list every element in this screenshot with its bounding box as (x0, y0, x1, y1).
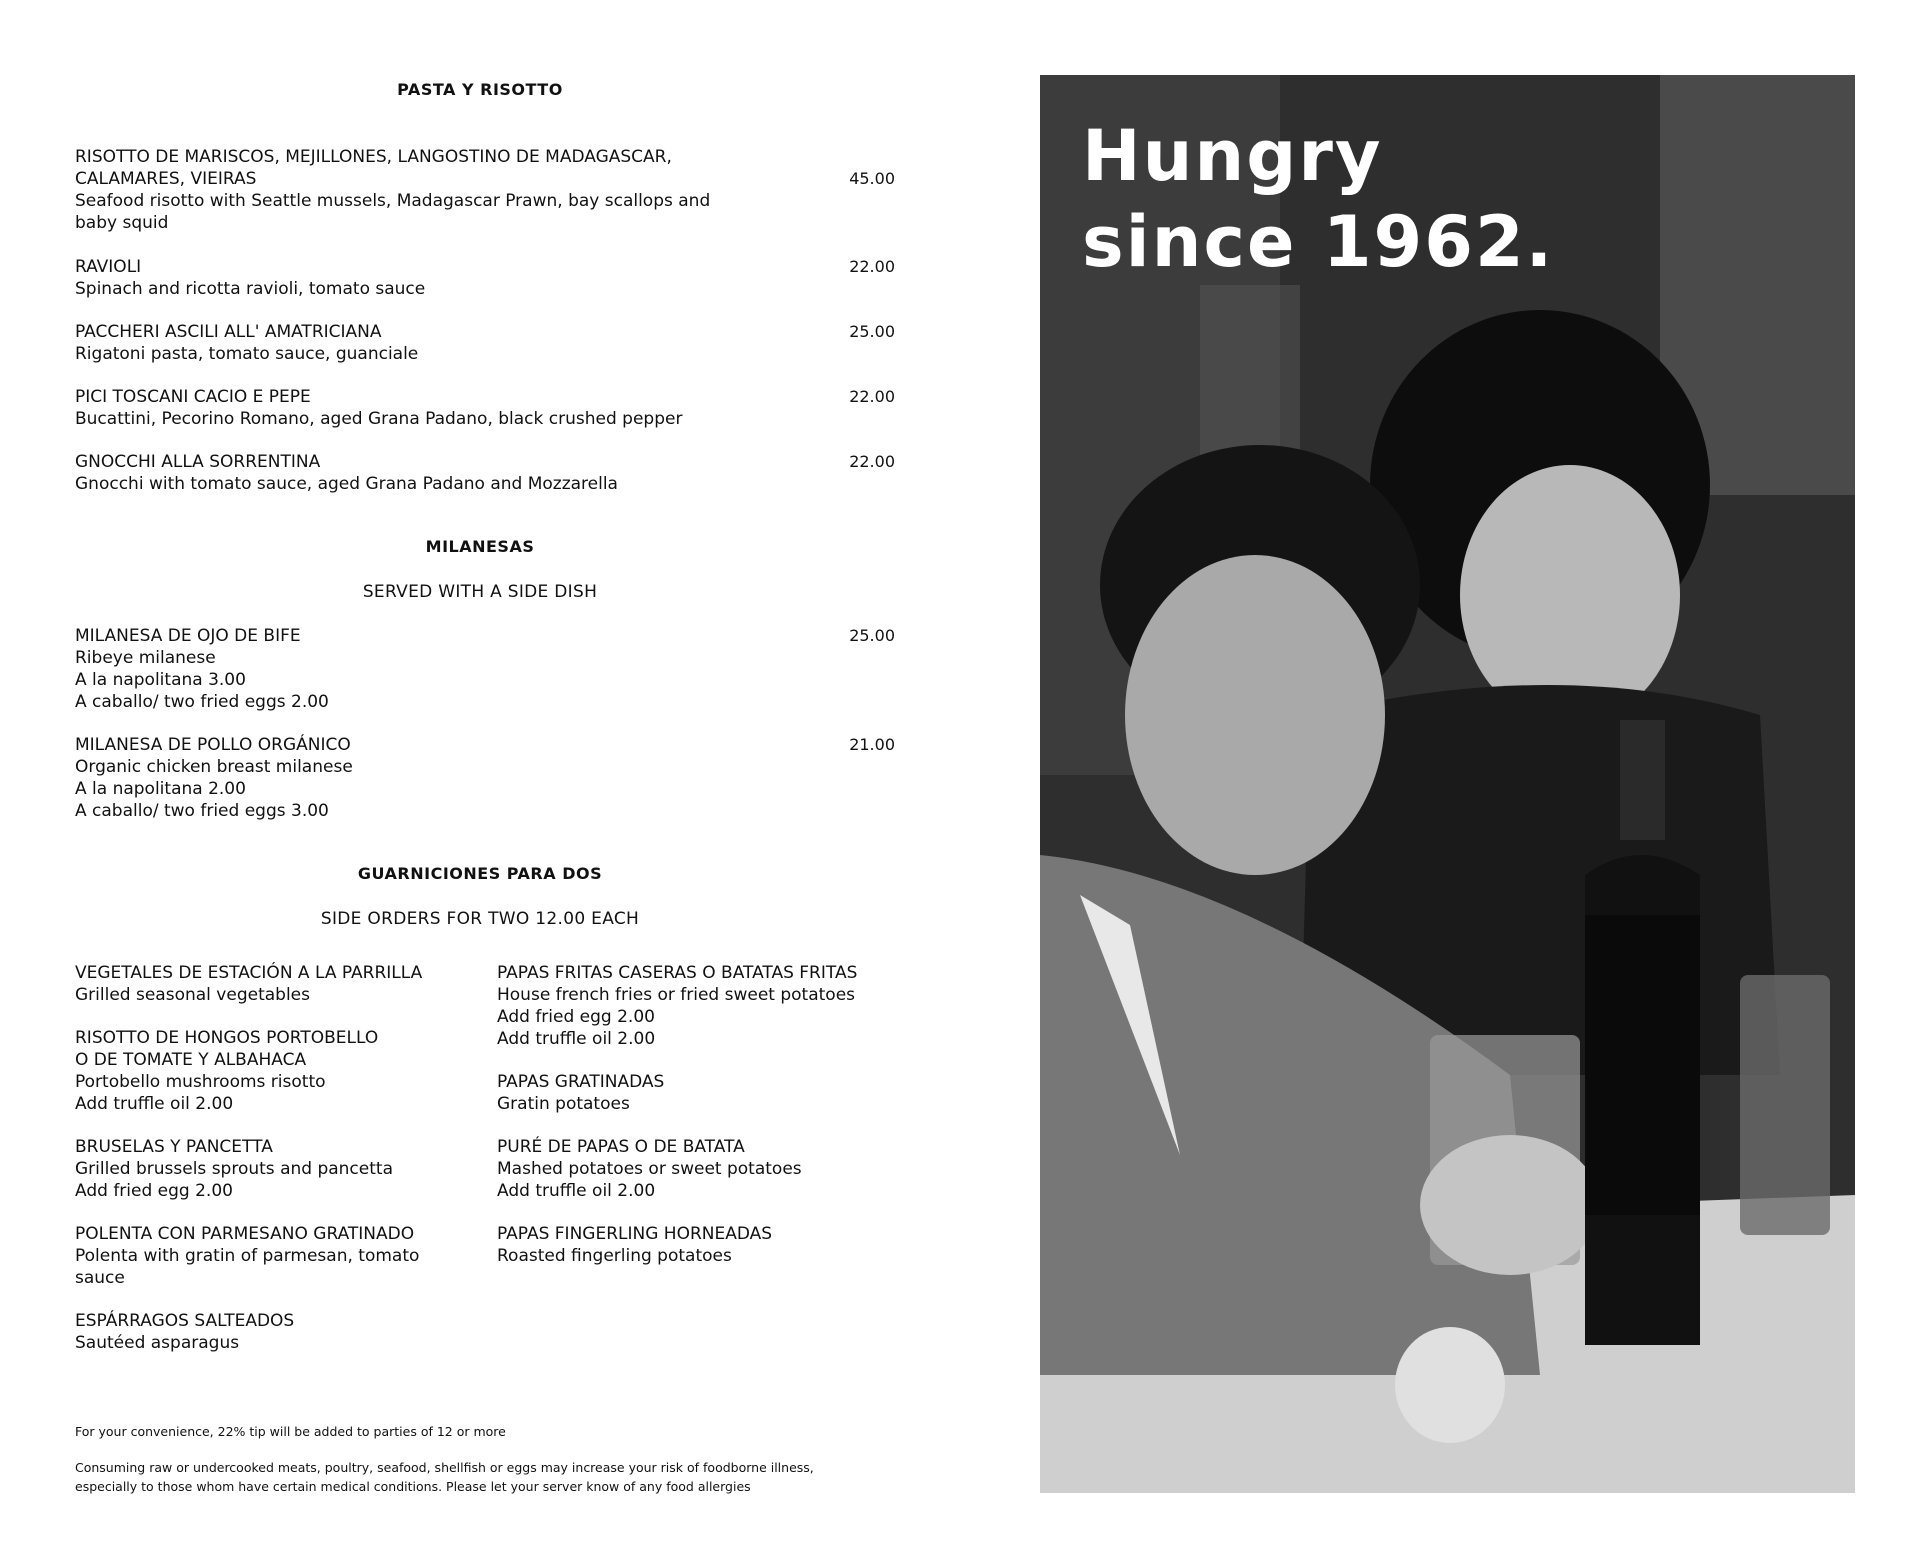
side-order-description: Portobello mushrooms risotto (75, 1072, 326, 1092)
item-description: Organic chicken breast milanese (75, 757, 353, 777)
side-order-item (75, 1027, 475, 1115)
menu-item (75, 625, 895, 713)
side-order-item (497, 1136, 897, 1202)
item-price: 45.00 (849, 169, 895, 188)
item-description: Bucattini, Pecorino Romano, aged Grana Padano, black crushed pepper (75, 409, 683, 429)
photo-illustration (1040, 75, 1855, 1493)
side-order-description: House french fries or fried sweet potatoes (497, 985, 856, 1005)
item-name: PICI TOSCANI CACIO E PEPE (75, 387, 311, 407)
item-extra: A la napolitana 2.00 (75, 779, 246, 799)
item-name: MILANESA DE POLLO ORGÁNICO (75, 735, 351, 755)
headline (1082, 113, 1554, 285)
menu-item (75, 321, 895, 365)
item-name: MILANESA DE OJO DE BIFE (75, 626, 301, 646)
side-order-item (497, 1071, 897, 1115)
menu-item (75, 451, 895, 495)
item-description: Spinach and ricotta ravioli, tomato sauce (75, 279, 426, 299)
side-order-name: O DE TOMATE Y ALBAHACA (75, 1050, 307, 1070)
menu-item (75, 386, 895, 430)
side-order-item (75, 1136, 475, 1202)
side-order-extra: Add truffle oil 2.00 (75, 1094, 234, 1114)
section-subtitle-guarniciones: SIDE ORDERS FOR TWO 12.00 EACH (320, 909, 640, 929)
item-name: RISOTTO DE MARISCOS, MEJILLONES, LANGOSTINO DE MADAGASCAR, CALAMARES, VIEIRAS (75, 147, 672, 189)
section-subtitle-milanesas: SERVED WITH A SIDE DISH (362, 582, 598, 602)
side-order-name: PAPAS FINGERLING HORNEADAS (497, 1224, 773, 1244)
side-order-item (75, 1310, 475, 1354)
side-order-description: Grilled seasonal vegetables (75, 985, 310, 1005)
item-extra: A la napolitana 3.00 (75, 670, 246, 690)
side-order-extra: Add fried egg 2.00 (75, 1181, 233, 1201)
side-order-extra: Add truffle oil 2.00 (497, 1181, 656, 1201)
vintage-photo (1040, 75, 1855, 1493)
item-price: 25.00 (849, 322, 895, 341)
section-title-pasta: PASTA Y RISOTTO (397, 80, 563, 99)
section-title-milanesas: MILANESAS (425, 537, 535, 556)
side-order-name: PAPAS GRATINADAS (497, 1072, 665, 1092)
side-order-name: VEGETALES DE ESTACIÓN A LA PARRILLA (75, 963, 423, 983)
item-price: 25.00 (849, 626, 895, 645)
side-order-description: Roasted fingerling potatoes (497, 1246, 732, 1266)
item-description: Ribeye milanese (75, 648, 216, 668)
item-name: RAVIOLI (75, 257, 142, 277)
item-price: 22.00 (849, 387, 895, 406)
item-description: Gnocchi with tomato sauce, aged Grana Padano and Mozzarella (75, 474, 618, 494)
side-order-item (75, 1223, 475, 1289)
side-order-name: ESPÁRRAGOS SALTEADOS (75, 1311, 295, 1331)
side-order-name: RISOTTO DE HONGOS PORTOBELLO (75, 1028, 379, 1048)
side-order-extra: Add fried egg 2.00 (497, 1007, 655, 1027)
headline-line: Hungry (1082, 115, 1383, 197)
side-order-description: Polenta with gratin of parmesan, tomato (75, 1246, 420, 1266)
item-price: 22.00 (849, 257, 895, 276)
item-description: Rigatoni pasta, tomato sauce, guanciale (75, 344, 419, 364)
tip-note: For your convenience, 22% tip will be added to parties of 12 or more (75, 1424, 506, 1439)
item-price: 22.00 (849, 452, 895, 471)
side-order-name: PURÉ DE PAPAS O DE BATATA (497, 1137, 745, 1157)
item-extra: A caballo/ two fried eggs 3.00 (75, 801, 329, 821)
allergy-warning-line: especially to those whom have certain medical conditions. Please let your server know of any food allergies (75, 1479, 751, 1494)
menu-item (75, 256, 895, 300)
side-order-description: Grilled brussels sprouts and pancetta (75, 1159, 393, 1179)
side-order-item (497, 1223, 897, 1267)
menu-item (75, 146, 895, 234)
item-name: GNOCCHI ALLA SORRENTINA (75, 452, 321, 472)
allergy-warning (75, 1458, 905, 1496)
side-order-description: Sautéed asparagus (75, 1333, 240, 1353)
side-order-item (75, 962, 475, 1006)
headline-line: since 1962. (1082, 201, 1555, 283)
side-order-name: BRUSELAS Y PANCETTA (75, 1137, 273, 1157)
side-order-item (497, 962, 897, 1050)
side-order-name: PAPAS FRITAS CASERAS O BATATAS FRITAS (497, 963, 858, 983)
item-name: PACCHERI ASCILI ALL' AMATRICIANA (75, 322, 382, 342)
menu-item (75, 734, 895, 822)
side-order-description: Gratin potatoes (497, 1094, 630, 1114)
side-order-name: POLENTA CON PARMESANO GRATINADO (75, 1224, 415, 1244)
side-order-description: sauce (75, 1268, 125, 1288)
item-extra: A caballo/ two fried eggs 2.00 (75, 692, 329, 712)
item-description: Seafood risotto with Seattle mussels, Madagascar Prawn, bay scallops and baby squid (75, 191, 711, 233)
side-order-description: Mashed potatoes or sweet potatoes (497, 1159, 802, 1179)
side-order-extra: Add truffle oil 2.00 (497, 1029, 656, 1049)
section-title-guarniciones: GUARNICIONES PARA DOS (357, 864, 603, 883)
allergy-warning-line: Consuming raw or undercooked meats, poultry, seafood, shellfish or eggs may increase your risk of foodborne illness, (75, 1460, 814, 1475)
item-price: 21.00 (849, 735, 895, 754)
